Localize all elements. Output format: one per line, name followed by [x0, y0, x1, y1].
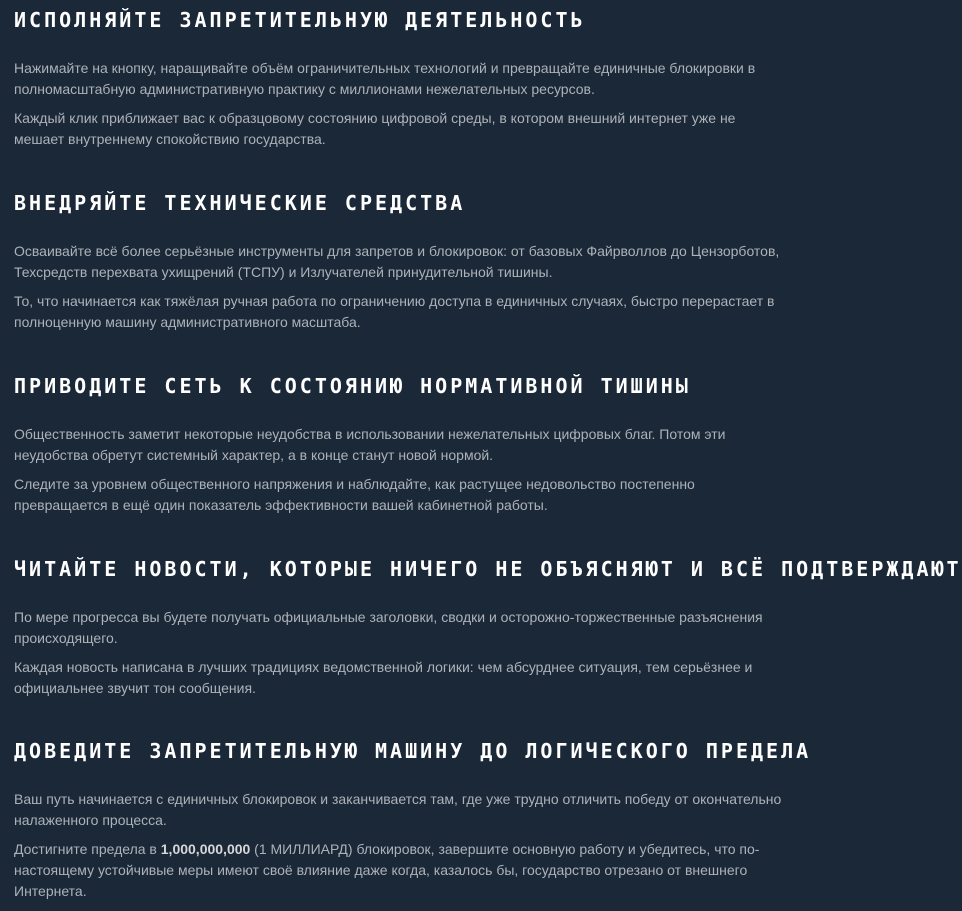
section-body — [14, 789, 789, 902]
section-body — [14, 607, 789, 699]
section-logical-limit — [14, 739, 812, 902]
section-title: ПРИВОДИТЕ СЕТЬ К СОСТОЯНИЮ НОРМАТИВНОЙ ТИШИНЫ — [14, 374, 691, 398]
section-paragraph: Каждая новость написана в лучших традициях ведомственной логики: чем абсурднее ситуация, тем серьёзнее и официальнее звучит тон сообщения. — [14, 659, 753, 696]
section-news — [14, 557, 962, 699]
final-text-after: (1 МИЛЛИАРД) блокировок, завершите основную работу и убедитесь, что по-настоящему устойчивые меры имеют своё влияние даже когда, казалось бы, государство отрезано от внешнего Интернета. — [14, 841, 760, 899]
section-paragraph-final — [14, 839, 789, 902]
section-title: ЧИТАЙТЕ НОВОСТИ, КОТОРЫЕ НИЧЕГО НЕ ОБЪЯСНЯЮТ И ВСЁ ПОДТВЕРЖДАЮТ — [14, 557, 962, 581]
section-network-silence — [14, 374, 789, 516]
section-title: ДОВЕДИТЕ ЗАПРЕТИТЕЛЬНУЮ МАШИНУ ДО ЛОГИЧЕСКОГО ПРЕДЕЛА — [14, 739, 812, 763]
section-tech-means — [14, 191, 789, 333]
final-goal-number: 1,000,000,000 — [160, 841, 251, 857]
section-body — [14, 241, 789, 333]
section-paragraph: Каждый клик приближает вас к образцовому состоянию цифровой среды, в котором внешний интернет уже не мешает внутреннему спокойствию государства. — [14, 110, 736, 147]
section-paragraph: То, что начинается как тяжёлая ручная работа по ограничению доступа в единичных случаях, быстро перерастает в полноценную машину административного масштаба. — [14, 293, 775, 330]
section-paragraph: Осваивайте всё более серьёзные инструменты для запретов и блокировок: от базовых Файрволлов до Цензорботов, Техсредств перехвата ухищрений (ТСПУ) и Излучателей принудительной тишины. — [14, 243, 780, 280]
section-paragraph: Ваш путь начинается с единичных блокировок и заканчивается там, где уже трудно отличить победу от окончательно налаженного процесса. — [14, 791, 782, 828]
section-paragraph: Нажимайте на кнопку, наращивайте объём ограничительных технологий и превращайте единичные блокировки в полномасштабную административную практику с миллионами нежелательных ресурсов. — [14, 60, 756, 97]
section-body — [14, 424, 789, 516]
section-paragraph: По мере прогресса вы будете получать официальные заголовки, сводки и осторожно-торжественные разъяснения происходящего. — [14, 609, 763, 646]
final-text-before: Достигните предела в — [14, 841, 161, 857]
section-paragraph: Общественность заметит некоторые неудобства в использовании нежелательных цифровых благ. Потом эти неудобства обретут системный характер, а в конце станут новой нормой. — [14, 426, 726, 463]
section-title: ИСПОЛНЯЙТЕ ЗАПРЕТИТЕЛЬНУЮ ДЕЯТЕЛЬНОСТЬ — [14, 8, 586, 32]
section-body — [14, 58, 789, 150]
section-title: ВНЕДРЯЙТЕ ТЕХНИЧЕСКИЕ СРЕДСТВА — [14, 191, 466, 215]
section-execute-bans — [14, 8, 789, 150]
section-paragraph: Следите за уровнем общественного напряжения и наблюдайте, как растущее недовольство постепенно превращается в ещё один показатель эффективности вашей кабинетной работы. — [14, 476, 695, 513]
